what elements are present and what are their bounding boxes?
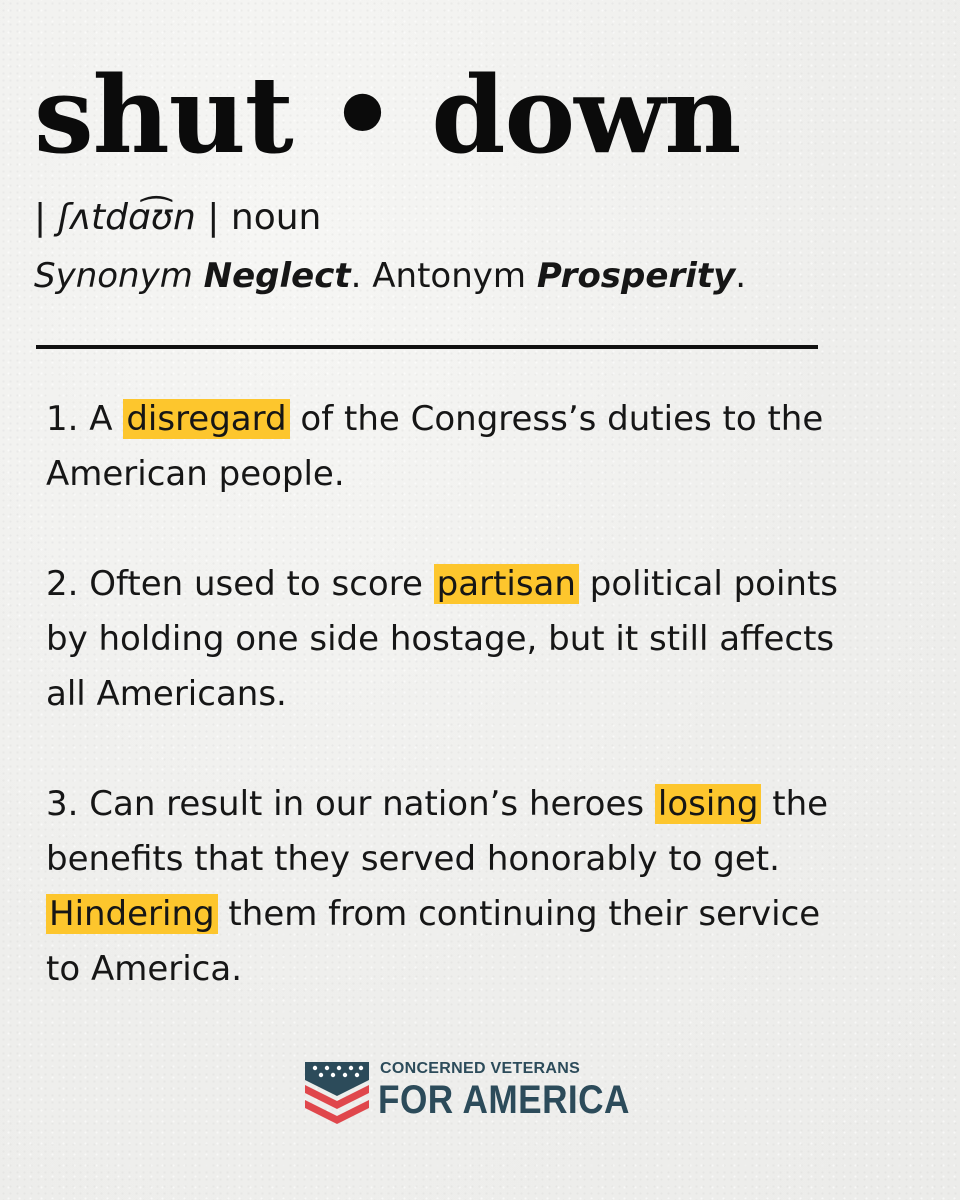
definition-2 xyxy=(46,557,846,722)
highlighted-word: Hindering xyxy=(46,894,218,934)
part-of-speech: noun xyxy=(230,197,322,238)
definitions-list xyxy=(46,392,846,997)
antonym-label: Antonym xyxy=(372,256,526,296)
flag-chevron-icon xyxy=(305,1062,369,1130)
pronunciation-bar-open: | xyxy=(34,197,58,238)
definition-text: the benefits that they served honorably to get. xyxy=(46,784,829,879)
definition-text: 3. Can result in our nation’s heroes xyxy=(46,784,655,824)
synonym-antonym-line xyxy=(34,256,746,297)
logo-line-2: FOR AMERICA xyxy=(378,1078,630,1122)
definition-text: 1. A xyxy=(46,399,124,439)
headword: shut • down xyxy=(34,52,741,177)
highlighted-word: partisan xyxy=(434,564,579,604)
antonym-period: . xyxy=(735,256,747,296)
organization-logo xyxy=(305,1060,665,1130)
pronunciation-bar-close: | xyxy=(195,197,231,238)
synonym-label: Synonym xyxy=(34,256,193,296)
antonym-word: Prosperity xyxy=(536,256,736,296)
section-divider xyxy=(36,345,818,349)
logo-line-1: CONCERNED VETERANS xyxy=(380,1060,581,1077)
pronunciation-ipa: ʃʌtdɑ͡ʊn xyxy=(57,197,196,238)
definition-text: them from continuing their service to America. xyxy=(46,894,821,989)
highlighted-word: losing xyxy=(655,784,762,824)
definition-text: of the Congress’s duties to the American people. xyxy=(46,399,824,494)
definition-text: 2. Often used to score xyxy=(46,564,434,604)
synonym-period: . xyxy=(350,256,362,296)
definition-3 xyxy=(46,777,846,997)
synonym-word: Neglect xyxy=(203,256,351,296)
definition-1 xyxy=(46,392,846,502)
pronunciation-line xyxy=(34,196,321,239)
highlighted-word: disregard xyxy=(123,399,289,439)
definition-text: political points by holding one side hostage, but it still affects all Americans. xyxy=(46,564,839,714)
